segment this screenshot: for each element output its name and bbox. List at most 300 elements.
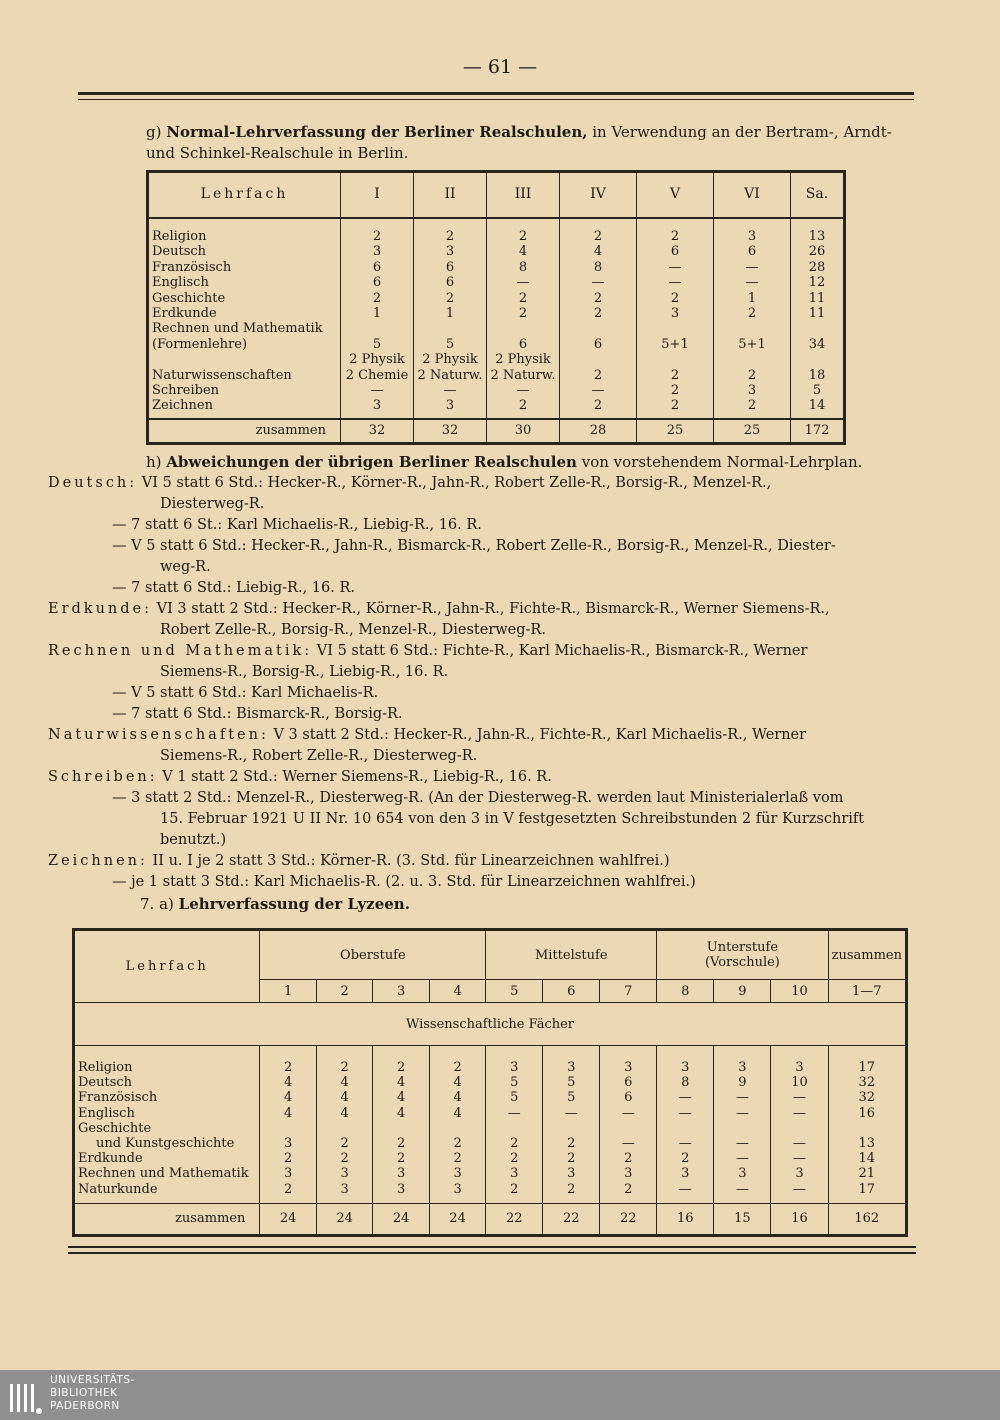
table1-total-cell: 28 (560, 419, 637, 444)
table1-value-cell: 3 (670, 305, 680, 321)
table2-value-cell: 4 (453, 1075, 462, 1091)
deviation-text: — 3 statt 2 Std.: Menzel-R., Diesterweg-R. (An der Diesterweg-R. werden laut Ministerialerlaß vom (112, 790, 844, 806)
deviation-text: VI 3 statt 2 Std.: Hecker-R., Körner-R., Jahn-R., Fichte-R., Bismarck-R., Werner Siemens-R., (156, 601, 830, 617)
table2-col-header: 7 (600, 980, 657, 1003)
table1-total-cell: 25 (714, 419, 791, 444)
deviation-line (48, 830, 918, 851)
table2-subject-cell: Rechnen und Mathematik (78, 1166, 249, 1182)
table2-value-cell: 2 (284, 1151, 293, 1167)
table2-value-cell: — (678, 1090, 692, 1106)
table2-value-cell: 14 (858, 1151, 876, 1167)
table2-group-row (74, 930, 907, 980)
table1-value-cell (640, 321, 710, 336)
table2-value-cell: 3 (396, 1181, 406, 1197)
table1-value-cell: 3 (445, 398, 455, 414)
table2-value-cell: 2 (681, 1151, 690, 1167)
deviation-subject: Zeichnen: (48, 853, 148, 869)
table2-subject-column (74, 1046, 260, 1204)
table1-value-cell: 14 (808, 398, 826, 414)
deviation-text: — V 5 statt 6 Std.: Hecker-R., Jahn-R., Bismarck-R., Robert Zelle-R., Borsig-R., Menzel-R., Diester- (112, 538, 836, 554)
table1-value-cell: 5+1 (661, 336, 689, 352)
table1-subject-cell: Französisch (152, 259, 232, 275)
table2-value-cell: — (678, 1105, 692, 1121)
table1-value-cell: 2 (670, 290, 680, 306)
table1-total-cell: 30 (487, 419, 560, 444)
table2-value-cell: 3 (567, 1060, 576, 1075)
table2-value-cell: — (793, 1105, 807, 1121)
table1-value-cell: 26 (808, 244, 826, 260)
table1-col-header: IV (560, 172, 637, 219)
table1-value-column (791, 218, 845, 419)
table1-value-cell: 11 (808, 290, 826, 306)
deviation-text: Robert Zelle-R., Borsig-R., Menzel-R., Diesterweg-R. (160, 622, 546, 638)
table1-value-cell: 8 (518, 259, 528, 275)
table1-subject-cell: Rechnen und Mathematik (152, 321, 323, 337)
table2-value-cell: 2 (340, 1060, 349, 1075)
table2-total-cell: 22 (486, 1203, 543, 1235)
table2-value-cell: 3 (453, 1181, 462, 1197)
library-name-line2: BIBLIOTHEK (50, 1387, 118, 1399)
table2-subject-cell: Englisch (78, 1105, 135, 1121)
deviation-line (48, 473, 918, 494)
table2-col-header: 2 (316, 980, 372, 1003)
table1-value-cell: 6 (445, 259, 455, 275)
table2-value-column (373, 1046, 429, 1204)
table2-value-column (316, 1046, 372, 1204)
table2-subject-cell: Geschichte (78, 1120, 152, 1136)
table1-col-header: VI (714, 172, 791, 219)
table2-col-header: 5 (486, 980, 543, 1003)
table2-subject-cell: Französisch (78, 1090, 158, 1106)
table2-value-cell: 2 (510, 1135, 519, 1151)
table1-value-cell: 2 (518, 305, 528, 321)
deviation-line (48, 599, 918, 620)
table2-value-cell: — (735, 1105, 749, 1121)
deviation-line (48, 746, 918, 767)
table2-value-cell: 5 (510, 1075, 519, 1091)
section-7-heading (48, 894, 918, 915)
table1-value-cell: 2 (747, 305, 757, 321)
table1-value-cell: 5 (445, 336, 455, 352)
deviation-text: VI 5 statt 6 Std.: Fichte-R., Karl Michaelis-R., Bismarck-R., Werner (316, 643, 808, 659)
table2-value-cell: 3 (624, 1166, 633, 1182)
table1-value-cell: 2 (593, 229, 603, 244)
deviation-text: Siemens-R., Robert Zelle-R., Diesterweg-R. (160, 748, 478, 764)
table2-col-header: 6 (543, 980, 600, 1003)
table1-value-cell: 28 (808, 259, 826, 275)
deviation-line (48, 683, 918, 704)
table1-value-cell: — (516, 275, 530, 291)
table2-value-cell: 2 (567, 1181, 576, 1197)
table1-value-cell (794, 352, 840, 367)
table1-header-subject: Lehrfach (148, 172, 341, 219)
table2-value-column (543, 1046, 600, 1204)
table2-value-cell: 4 (396, 1090, 406, 1106)
deviation-line (48, 557, 918, 578)
table2-value-cell: 2 (453, 1151, 462, 1167)
table1-value-cell: 5 (812, 382, 822, 398)
table1-total-cell: 32 (341, 419, 414, 444)
table2-total-cell: 162 (828, 1203, 906, 1235)
table1-header-row (148, 172, 845, 219)
table2-value-cell: 2 (340, 1135, 349, 1151)
table2-subject-cell: Religion (78, 1060, 133, 1075)
table2-value-cell: 3 (396, 1166, 406, 1182)
table1-value-column (637, 218, 714, 419)
table2-value-cell: — (678, 1135, 692, 1151)
table1-value-column (341, 218, 414, 419)
deviation-line (48, 851, 918, 872)
table2-total-cell: 22 (543, 1203, 600, 1235)
table1-value-cell: 2 Physik (495, 352, 551, 368)
table2-value-cell (546, 1121, 596, 1136)
table2-value-cell (263, 1121, 312, 1136)
table2-total-cell: 24 (373, 1203, 429, 1235)
section-g-heading (146, 122, 916, 164)
section-g-label: g) (146, 123, 162, 141)
table1-value-cell: 11 (808, 305, 826, 321)
deviation-text: Diesterweg-R. (160, 496, 265, 512)
table2-value-cell: — (793, 1135, 807, 1151)
table2-total-label: zusammen (74, 1203, 260, 1235)
table2-group-total: zusammen (828, 930, 906, 980)
table2-total-cell: 24 (429, 1203, 485, 1235)
table2-value-column (714, 1046, 771, 1204)
table1-value-cell: 3 (747, 229, 757, 244)
table1-value-cell (490, 321, 556, 336)
table1-value-cell: 2 Physik (422, 352, 478, 368)
table1-value-cell: 2 (445, 229, 455, 244)
table2-value-cell (320, 1121, 369, 1136)
table1-value-cell: 3 (445, 244, 455, 260)
deviations-text (48, 452, 918, 915)
table2-value-cell: — (735, 1090, 749, 1106)
table1-value-cell: — (668, 259, 682, 275)
table1-value-cell: 1 (747, 290, 757, 306)
table2-value-column (486, 1046, 543, 1204)
section-h-heading (48, 452, 918, 473)
table2-total-cell: 24 (260, 1203, 316, 1235)
table2-value-column (657, 1046, 714, 1204)
deviation-subject: Erdkunde: (48, 601, 153, 617)
table2-value-cell: 5 (510, 1090, 519, 1106)
table2-value-cell: 5 (567, 1075, 576, 1091)
table1-subject-cell: Geschichte (152, 290, 226, 306)
table1-subject-cell: Religion (152, 229, 207, 244)
table2-value-cell: 3 (738, 1060, 747, 1075)
table1-total-cell: 25 (637, 419, 714, 444)
table1-value-cell (717, 321, 787, 336)
table2-value-cell: 4 (340, 1075, 349, 1091)
table1-value-cell (563, 321, 633, 336)
table2-value-cell: — (564, 1105, 578, 1121)
table2-value-column (771, 1046, 828, 1204)
table2-body (74, 1046, 907, 1204)
table2-group-mittelstufe: Mittelstufe (486, 930, 657, 980)
table2-total-row (74, 1203, 907, 1235)
table2-value-cell: 2 (284, 1181, 293, 1197)
table2-value-cell: — (507, 1105, 521, 1121)
deviation-text: — V 5 statt 6 Std.: Karl Michaelis-R. (112, 685, 379, 701)
deviation-line (48, 662, 918, 683)
section-7-label: 7. a) (140, 895, 174, 913)
table1-value-cell: 2 (518, 229, 528, 244)
table2-value-cell: — (678, 1181, 692, 1197)
table2-value-cell: 3 (567, 1166, 576, 1182)
table2-total-cell: 15 (714, 1203, 771, 1235)
section-h-label: h) (146, 453, 162, 471)
table1-value-cell: 2 (593, 398, 603, 414)
table2-col-header: 10 (771, 980, 828, 1003)
deviation-text: benutzt.) (160, 832, 227, 848)
table2-value-cell: 32 (858, 1075, 876, 1091)
table1-col-header: II (414, 172, 487, 219)
table1-value-cell: 6 (445, 275, 455, 291)
table2-value-cell: 13 (858, 1135, 876, 1151)
table2-value-cell: 3 (681, 1060, 690, 1075)
table1-total-row (148, 419, 845, 444)
table1-subject-column (148, 218, 341, 419)
table2-value-cell: 4 (340, 1090, 349, 1106)
table1-value-cell: 5 (372, 336, 382, 352)
table2-value-cell: 2 (624, 1151, 633, 1167)
table2-value-cell: 2 (510, 1181, 519, 1197)
table1-value-cell (717, 352, 787, 367)
page-number: — 61 — (462, 56, 538, 78)
table1-subject-cell (152, 352, 337, 367)
table1-body (148, 218, 845, 419)
table2-group-unterstufe (657, 930, 828, 980)
table1-value-cell: 1 (372, 305, 382, 321)
table1-value-cell: — (591, 275, 605, 291)
table2-value-cell: 5 (567, 1090, 576, 1106)
section-7-title: Lehrverfassung der Lyzeen. (178, 895, 410, 913)
table1-value-cell: 2 (372, 229, 382, 244)
table2-value-cell: 17 (858, 1181, 876, 1197)
table1-value-cell: 6 (518, 336, 528, 352)
table2-section-label: Wissenschaftliche Fächer (74, 1003, 907, 1046)
table2-group-unterstufe-line2: (Vorschule) (704, 955, 780, 970)
deviation-text: — je 1 statt 3 Std.: Karl Michaelis-R. (2. u. 3. Std. für Linearzeichnen wahlfrei.) (112, 874, 696, 890)
library-footer (0, 1370, 1000, 1420)
table1-col-header: III (487, 172, 560, 219)
table2-value-cell (376, 1121, 425, 1136)
deviation-subject: Deutsch: (48, 475, 138, 491)
table1-value-cell: — (370, 382, 384, 398)
table1-value-column (414, 218, 487, 419)
table2-subject-cell: und Kunstgeschichte (96, 1135, 235, 1151)
table1-value-cell (344, 321, 410, 336)
table2-value-cell: 4 (396, 1075, 406, 1091)
table2-value-cell (832, 1121, 902, 1136)
table2-value-cell: 3 (738, 1166, 747, 1182)
table2-col-header: 8 (657, 980, 714, 1003)
table1-value-cell: 1 (445, 305, 455, 321)
table2-value-cell: — (735, 1181, 749, 1197)
deviation-text: Siemens-R., Borsig-R., Liebig-R., 16. R. (160, 664, 449, 680)
deviation-line (48, 788, 918, 809)
table1-value-cell: 34 (808, 336, 826, 352)
table2-value-cell: 32 (858, 1090, 876, 1106)
table1-value-cell: 4 (593, 244, 603, 260)
table2-value-cell: 4 (396, 1105, 406, 1121)
table1-value-cell: 2 (670, 382, 680, 398)
table1-value-cell: 3 (747, 382, 757, 398)
table2-value-cell: 6 (624, 1090, 633, 1106)
table1-subject-cell: Englisch (152, 275, 209, 291)
table2-subject-cell: Deutsch (78, 1075, 133, 1091)
table1-total-cell: 172 (791, 419, 845, 444)
table2-value-cell: 6 (624, 1075, 633, 1091)
table2-value-cell: 3 (340, 1166, 349, 1182)
table2-value-cell: 9 (738, 1075, 747, 1091)
section-h-rest: von vorstehendem Normal-Lehrplan. (576, 453, 863, 471)
deviation-line (48, 494, 918, 515)
deviation-line (48, 620, 918, 641)
table1-value-cell: — (745, 275, 759, 291)
table2-value-cell (433, 1121, 482, 1136)
table2-total-cell: 22 (600, 1203, 657, 1235)
table1-value-cell (417, 321, 483, 336)
table1-value-column (560, 218, 637, 419)
table2-value-cell: 2 (624, 1181, 633, 1197)
table2-value-cell: 3 (510, 1166, 519, 1182)
table2-value-cell: 2 (453, 1135, 462, 1151)
table2-value-cell (660, 1121, 710, 1136)
table2-col-header: 4 (429, 980, 485, 1003)
table2-value-cell: 2 (453, 1060, 462, 1075)
deviation-line (48, 725, 918, 746)
table1-value-cell: 6 (593, 336, 603, 352)
deviation-text: V 3 statt 2 Std.: Hecker-R., Jahn-R., Fichte-R., Karl Michaelis-R., Werner (273, 727, 807, 743)
table2-value-cell: 3 (510, 1060, 519, 1075)
library-name (50, 1374, 135, 1413)
table1-value-cell: 2 (518, 290, 528, 306)
table2-value-cell: 2 (567, 1151, 576, 1167)
table2-value-cell: 2 (340, 1151, 349, 1167)
table1-value-cell: 2 Naturw. (417, 367, 483, 383)
table2-value-cell: 2 (396, 1060, 406, 1075)
table1-value-cell: 2 (670, 367, 680, 383)
deviation-subject: Schreiben: (48, 769, 158, 785)
table2-value-cell: 16 (858, 1105, 876, 1121)
table2-value-cell: 2 (510, 1151, 519, 1167)
table2-value-cell: — (793, 1151, 807, 1167)
table2-group-unterstufe-line1: Unterstufe (706, 939, 779, 955)
deviation-list (48, 473, 918, 893)
table2-value-cell: — (793, 1181, 807, 1197)
table1-col-header: I (341, 172, 414, 219)
table1-value-cell: 4 (518, 244, 528, 260)
table1-value-cell: 2 Physik (349, 352, 405, 368)
table1-value-cell: — (516, 382, 530, 398)
table2-value-cell: — (735, 1135, 749, 1151)
table1-value-cell: 2 (445, 290, 455, 306)
table1-subject-cell: (Formenlehre) (152, 336, 248, 352)
table2-section-row (74, 1003, 907, 1046)
deviation-line (48, 767, 918, 788)
table1-value-cell: — (591, 382, 605, 398)
table2-value-cell: 3 (795, 1060, 804, 1075)
table2-value-cell: 2 (567, 1135, 576, 1151)
table2-total-cell: 16 (657, 1203, 714, 1235)
top-double-rule (78, 92, 914, 100)
table2-value-column (260, 1046, 316, 1204)
table1-col-header: V (637, 172, 714, 219)
table2-value-cell: 3 (453, 1166, 462, 1182)
table1-total-label: zusammen (148, 419, 341, 444)
table2-col-header: 1—7 (828, 980, 906, 1003)
deviation-line (48, 515, 918, 536)
deviation-text: — 7 statt 6 Std.: Bismarck-R., Borsig-R. (112, 706, 403, 722)
table2-value-cell: 3 (624, 1060, 633, 1075)
table2-col-header: 9 (714, 980, 771, 1003)
table2-header-subject: Lehrfach (74, 930, 260, 1003)
table1-value-cell: 13 (808, 229, 826, 244)
table1-value-cell (563, 352, 633, 367)
table1-subject-cell: Deutsch (152, 244, 207, 260)
table2-value-cell: 3 (340, 1181, 349, 1197)
table1-subject-cell: Erdkunde (152, 305, 217, 321)
table2-value-cell (489, 1121, 539, 1136)
table1-value-cell: 2 (670, 398, 680, 414)
table2-group-oberstufe: Oberstufe (260, 930, 486, 980)
table2-value-cell: 2 (284, 1060, 293, 1075)
table2-col-header: 1 (260, 980, 316, 1003)
table1-value-cell: 2 (593, 305, 603, 321)
deviation-line (48, 704, 918, 725)
table2-value-column (600, 1046, 657, 1204)
table1-value-cell: 6 (372, 259, 382, 275)
table1-col-header: Sa. (791, 172, 845, 219)
table1-value-column (487, 218, 560, 419)
table2-value-column (429, 1046, 485, 1204)
deviation-text: VI 5 statt 6 Std.: Hecker-R., Körner-R., Jahn-R., Robert Zelle-R., Borsig-R., Menzel-R., (141, 475, 772, 491)
table2-value-cell: 8 (681, 1075, 690, 1091)
deviation-text: II u. I je 2 statt 3 Std.: Körner-R. (3. Std. für Linearzeichnen wahlfrei.) (152, 853, 670, 869)
table1-value-cell: 5+1 (738, 336, 766, 352)
table2-total-cell: 24 (316, 1203, 372, 1235)
table2-value-cell: — (793, 1090, 807, 1106)
table1-value-cell: 2 (747, 398, 757, 414)
table1-value-cell: 18 (808, 367, 826, 383)
table2-value-cell: 4 (453, 1105, 462, 1121)
table1-value-cell: 2 (518, 398, 528, 414)
deviation-text: V 1 statt 2 Std.: Werner Siemens-R., Liebig-R., 16. R. (162, 769, 552, 785)
table1-value-cell: — (668, 275, 682, 291)
table2-value-cell: 2 (396, 1135, 406, 1151)
deviation-text: — 7 statt 6 St.: Karl Michaelis-R., Liebig-R., 16. R. (112, 517, 482, 533)
table1-value-cell: 8 (593, 259, 603, 275)
table2-col-header: 3 (373, 980, 429, 1003)
table1-value-cell: 2 (593, 367, 603, 383)
deviation-text: weg-R. (160, 559, 211, 575)
deviation-text: — 7 statt 6 Std.: Liebig-R., 16. R. (112, 580, 355, 596)
table1-value-cell: 6 (747, 244, 757, 260)
table1-value-cell: 2 (747, 367, 757, 383)
table1-value-cell: 12 (808, 275, 826, 291)
table2-value-cell: 2 (396, 1151, 406, 1167)
lyzeen-table (72, 928, 908, 1237)
table1-value-cell (640, 352, 710, 367)
deviation-line (48, 872, 918, 893)
table1-value-cell: 3 (372, 398, 382, 414)
section-g-rest: in Verwendung an der Bertram-, Arndt- und Schinkel-Realschule in Berlin. (146, 123, 892, 162)
table1-value-cell: 2 (593, 290, 603, 306)
table2-value-cell (717, 1121, 767, 1136)
table2-value-cell: 4 (284, 1105, 293, 1121)
table2-value-cell: 3 (795, 1166, 804, 1182)
